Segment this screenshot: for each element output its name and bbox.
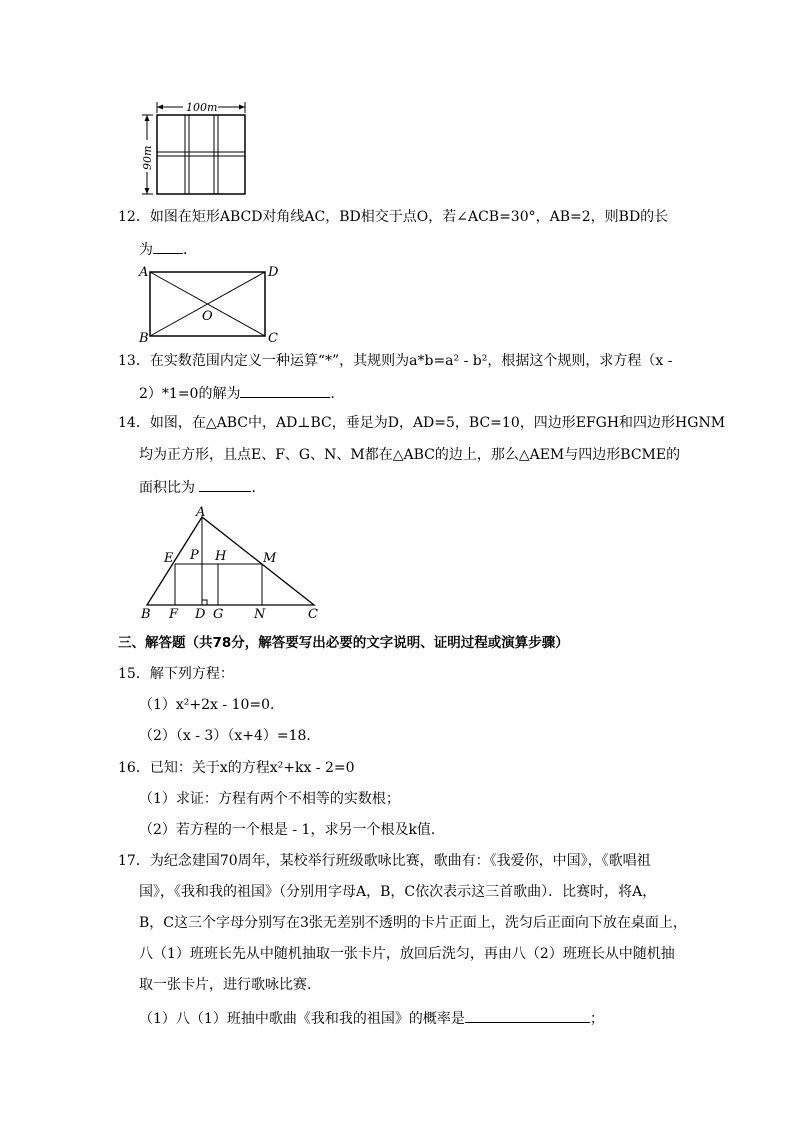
label-F: F bbox=[169, 607, 179, 621]
q16-item2: （2）若方程的一个根是 - 1，求另一个根及k值． bbox=[139, 822, 445, 838]
q16-item1: （1）求证：方程有两个不相等的实数根； bbox=[139, 791, 400, 807]
q13-number: 13． bbox=[118, 353, 150, 369]
label-B: B bbox=[139, 331, 149, 346]
q14-line2: 均为正方形，且点E、F、G、N、M都在△ABC的边上，那么△AEM与四边形BCME的 bbox=[139, 447, 681, 463]
label-P: P bbox=[190, 548, 199, 563]
q17-line5: 取一张卡片，进行歌咏比赛． bbox=[139, 977, 321, 993]
q17-line3: B，C这三个字母分别写在3张无差别不透明的卡片正面上，洗匀后正面向下放在桌面上， bbox=[139, 915, 687, 931]
label-A: A bbox=[139, 265, 149, 280]
label-N: N bbox=[254, 607, 266, 621]
q17-line4: 八（1）班班长先从中随机抽取一张卡片，放回后洗匀，再由八（2）班班长从中随机抽 bbox=[139, 946, 675, 962]
label-B: B bbox=[141, 607, 151, 621]
q17-line2: 国》，《我和我的祖国》（分别用字母A，B，C依次表示这三首歌曲）．比赛时，将A， bbox=[139, 884, 657, 900]
label-C: C bbox=[308, 607, 318, 621]
q15-item1: （1）x²+2x - 10=0． bbox=[139, 697, 285, 713]
label-E: E bbox=[164, 551, 174, 566]
field-width-label: 100m bbox=[186, 101, 218, 114]
q17-item1: （1）八（1）班抽中歌曲《我和我的祖国》的概率是 ； bbox=[139, 1008, 604, 1028]
q14-triangle-diagram bbox=[136, 505, 326, 621]
q14-number: 14． bbox=[118, 415, 150, 431]
field-outer-rect bbox=[157, 115, 245, 194]
q14-answer-blank[interactable] bbox=[199, 477, 251, 492]
label-C: C bbox=[268, 331, 278, 346]
q16-line1: 16．已知：关于x的方程x²+kx - 2=0 bbox=[118, 760, 355, 776]
right-angle-mark bbox=[202, 600, 207, 605]
q15-number: 15． bbox=[118, 666, 150, 682]
q15-item2: （2）（x - 3）（x+4）=18． bbox=[139, 728, 321, 744]
q16-number: 16． bbox=[118, 760, 150, 776]
label-H: H bbox=[215, 549, 227, 564]
label-D: D bbox=[268, 265, 279, 280]
label-D: D bbox=[195, 607, 206, 621]
q13-line1: 13．在实数范围内定义一种运算“*”，其规则为a*b=a² - b²，根据这个规则，求方程（x - bbox=[118, 353, 673, 369]
q14-line3: 面积比为 ． bbox=[139, 477, 265, 497]
q17-answer-blank[interactable] bbox=[465, 1008, 590, 1023]
label-G: G bbox=[213, 607, 224, 621]
q13-line2: 2）*1=0的解为 ． bbox=[139, 383, 344, 403]
field-diagram bbox=[138, 100, 253, 200]
q14-line1: 14．如图，在△ABC中，AD⊥BC，垂足为D，AD=5，BC=10，四边形EFGH和四边形HGNM bbox=[118, 415, 726, 431]
q12-text: 如图在矩形ABCD对角线AC，BD相交于点O，若∠ACB=30°，AB=2，则BD的长 bbox=[149, 209, 669, 225]
q12-number: 12． bbox=[118, 209, 150, 225]
q17-number: 17． bbox=[118, 853, 150, 869]
label-O: O bbox=[202, 309, 213, 324]
q12-answer-blank[interactable] bbox=[153, 239, 183, 254]
q12-rectangle-diagram bbox=[135, 262, 285, 346]
q17-line1: 17．为纪念建国70周年，某校举行班级歌咏比赛，歌曲有：《我爱你，中国》，《歌唱祖 bbox=[118, 853, 651, 869]
q12-line2: 为 ． bbox=[139, 239, 197, 259]
field-height-label: 90m bbox=[141, 145, 154, 170]
section3-title: 三、解答题（共78分，解答要写出必要的文字说明、证明过程或演算步骤） bbox=[118, 635, 569, 651]
q15-line1: 15．解下列方程： bbox=[118, 666, 234, 682]
q13-answer-blank[interactable] bbox=[240, 383, 330, 398]
label-M: M bbox=[263, 551, 277, 566]
q12-line1 bbox=[118, 208, 668, 226]
label-A: A bbox=[196, 505, 206, 520]
